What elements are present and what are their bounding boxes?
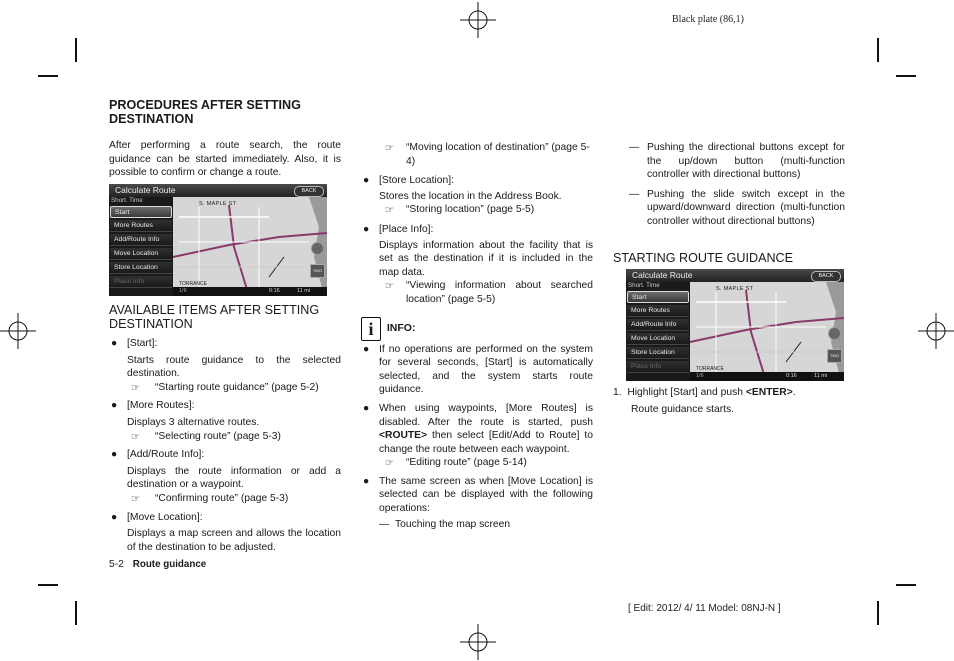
plate-label: Black plate (86,1) [672,14,744,25]
screen-titlebar [109,184,327,197]
registration-mark-top [460,2,496,38]
route-time: 0:16 [786,373,797,379]
item-start-desc: Starts route guidance to the selected destination. [127,354,341,380]
move-location-ref: ☞ “Moving location of destination” (page 5-4) [385,142,590,167]
menu-item-store-location[interactable]: Store Location [110,262,172,274]
zoom-button[interactable]: TWO [827,349,842,363]
bullet-icon: ● [363,475,370,487]
registration-mark-right [918,313,954,349]
item-start-ref: ☞ “Starting route guidance” (page 5-2) [131,381,319,394]
bullet-icon: ● [363,223,370,235]
section-name: Route guidance [132,559,207,570]
crop-mark-tl-v [75,38,77,62]
intro-paragraph: After performing a route search, the route guidance can be started immediately. Also, it is possible to confirm or change a route. [109,140,341,179]
dash-item-slide: — Pushing the slide switch except in the upward/downward direction (multi-function controller without directional buttons) [629,188,845,227]
item-place-info: ● [Place Info]: [363,223,434,235]
screen-titlebar [626,269,844,282]
step-result: Route guidance starts. [631,403,735,415]
bullet-icon: ● [111,400,118,412]
info-label: INFO: [386,321,416,334]
bullet-icon: ● [363,402,370,414]
page-indicator: 1/6 [696,373,704,379]
nav-screenshot-1 [109,184,327,296]
column-1 [109,98,341,180]
menu-item-place-info[interactable]: Place Info [627,361,689,373]
city-label: TORRANCE [696,366,724,372]
info-heading [361,317,593,341]
registration-mark-bottom [460,624,496,660]
street-label: S. MAPLE ST [199,201,237,207]
street-label: S. MAPLE ST [716,286,754,292]
menu-item-move-location[interactable]: Move Location [627,333,689,345]
screen-title: Calculate Route [115,185,176,195]
route-menu [109,197,173,296]
item-add-route-info-desc: Displays the route information or add a destination or a waypoint. [127,465,341,491]
item-place-info-ref: ☞ “Viewing information about searched location” (page 5-5) [385,280,593,305]
column-1-lower [109,303,341,554]
menu-item-more-routes[interactable]: More Routes [110,220,172,232]
step-number: 1. [613,387,622,398]
item-more-routes-desc: Displays 3 alternative routes. [127,416,260,428]
crop-mark-br-v [877,601,879,625]
nav-screenshot-2 [626,269,844,381]
reference-icon: ☞ [385,143,395,154]
route-distance: 11 mi [297,288,311,294]
city-label: TORRANCE [179,281,207,287]
item-move-location-desc: Displays a map screen and allows the location of the destination to be adjusted. [127,528,341,553]
crop-mark-bl-v [75,601,77,625]
page-indicator: 1/6 [179,288,187,294]
back-button[interactable]: BACK [811,271,841,282]
section-heading: PROCEDURES AFTER SETTING DESTINATION [109,98,301,126]
item-store-location-desc: Stores the location in the Address Book. [379,190,562,202]
item-start: ● [Start]: [111,338,158,349]
status-bar [173,287,327,296]
crop-mark-tl-h [38,75,58,77]
item-store-location-ref: ☞ “Storing location” (page 5-5) [385,204,535,217]
column-2 [361,141,593,531]
bullet-icon: ● [363,175,370,187]
page-footer [109,559,206,570]
bullet-icon: ● [111,511,118,523]
reference-icon: ☞ [131,382,141,394]
gps-icon[interactable] [311,242,324,255]
item-more-routes: ● [More Routes]: [111,400,195,412]
menu-item-start[interactable]: Start [110,206,172,218]
page-number: 5-2 [109,559,124,570]
route-distance: 11 mi [814,373,828,379]
menu-item-more-routes[interactable]: More Routes [627,305,689,317]
back-button[interactable]: BACK [294,186,324,197]
column-3 [629,141,845,229]
short-time-label: Short. Time [628,282,660,289]
item-add-route-info-ref: ☞ “Confirming route” (page 5-3) [131,492,289,505]
info-item-2: ● When using waypoints, [More Routes] is disabled. After the route is started, push <ROUTE> then select [Edit/Add to Route] to change the route between each waypoint. [363,402,593,455]
screen-title: Calculate Route [632,270,693,280]
reference-icon: ☞ [131,493,141,505]
menu-item-add-route-info[interactable]: Add/Route Info [110,234,172,246]
menu-item-start[interactable]: Start [627,291,689,303]
edit-footer: [ Edit: 2012/ 4/ 11 Model: 08NJ-N ] [628,603,781,614]
bullet-icon: ● [111,449,118,461]
menu-item-add-route-info[interactable]: Add/Route Info [627,319,689,331]
starting-route-heading: STARTING ROUTE GUIDANCE [613,251,794,265]
bullet-icon: ● [363,343,370,355]
step-1: 1. Highlight [Start] and push <ENTER>. Route guidance starts. [613,386,845,416]
enter-key: <ENTER> [745,387,793,398]
menu-item-place-info[interactable]: Place Info [110,276,172,288]
crop-mark-tr-v [877,38,879,62]
bullet-icon: ● [111,338,118,349]
item-add-route-info: ● [Add/Route Info]: [111,449,205,461]
crop-mark-bl-h [38,584,58,586]
dash-item-directional: — Pushing the directional buttons except for the up/down button (multi-function controller with directional buttons) [629,142,845,181]
registration-mark-left [0,313,36,349]
sub-heading: AVAILABLE ITEMS AFTER SETTING DESTINATION [109,303,320,331]
info-item-1: ● If no operations are performed on the system for several seconds, [Start] is automatically selected, and the system starts route guidance. [363,343,593,396]
info-icon: i [361,317,381,341]
crop-mark-br-h [896,584,916,586]
dash-item-touch: — Touching the map screen [379,518,511,530]
reference-icon: ☞ [131,431,141,443]
info-item-3: ● The same screen as when [Move Location] is selected can be displayed with the following operations: [363,475,593,515]
reference-icon: ☞ [385,458,395,470]
route-menu [626,282,690,381]
menu-item-store-location[interactable]: Store Location [627,347,689,359]
item-more-routes-ref: ☞ “Selecting route” (page 5-3) [131,430,281,443]
zoom-button[interactable]: TWO [310,264,325,278]
reference-icon: ☞ [385,205,395,217]
menu-item-move-location[interactable]: Move Location [110,248,172,260]
route-time: 0:16 [269,288,280,294]
crop-mark-tr-h [896,75,916,77]
item-store-location: ● [Store Location]: [363,175,454,187]
short-time-label: Short. Time [111,197,143,204]
gps-icon[interactable] [828,327,841,340]
item-place-info-desc: Displays information about the facility that is set as the destination if it is included in the map data. [379,239,593,278]
reference-icon: ☞ [385,281,395,293]
status-bar [690,372,844,381]
info-item-2-ref: ☞ “Editing route” (page 5-14) [385,457,527,470]
item-move-location: ● [Move Location]: [111,511,203,523]
